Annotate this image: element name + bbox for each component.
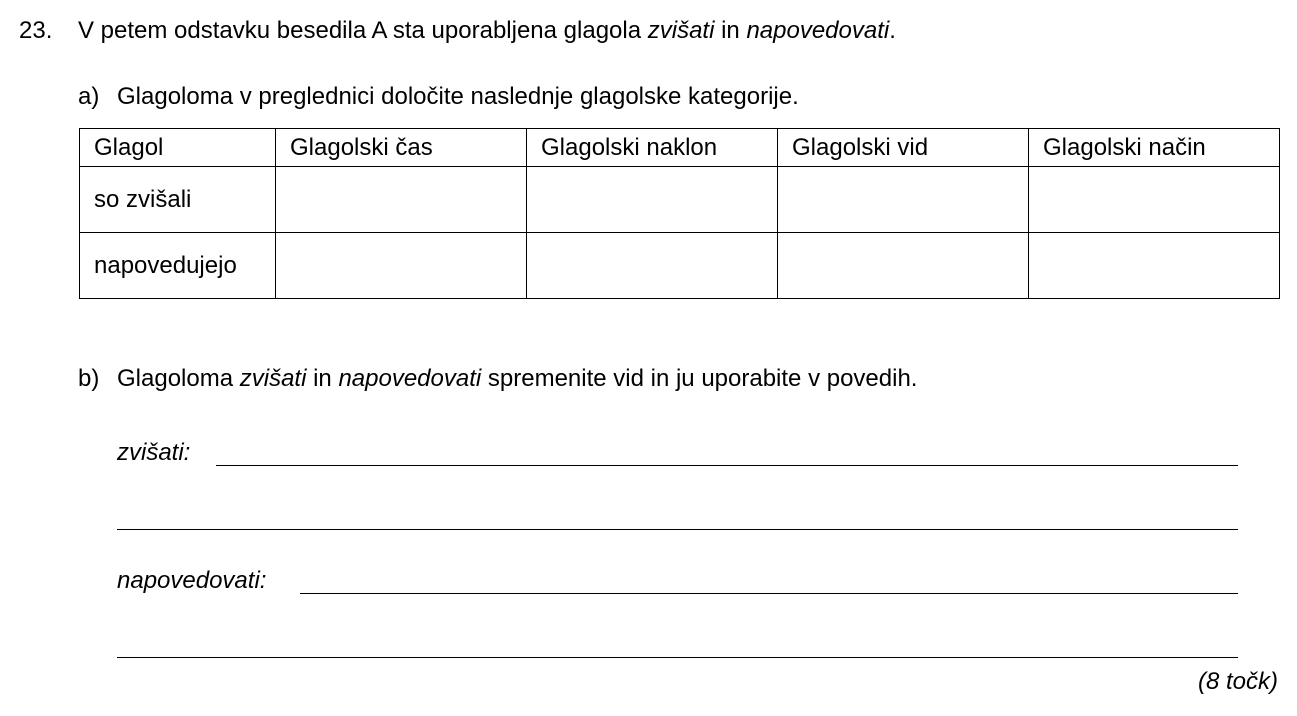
part-a-instruction bbox=[78, 85, 799, 109]
header-glagolski-naklon: Glagolski naklon bbox=[527, 129, 778, 167]
question-verb-1: zvišati bbox=[647, 17, 715, 44]
question-text bbox=[78, 19, 896, 43]
points-label: (8 točk) bbox=[1197, 668, 1278, 695]
answer-label-napovedovati: napovedovati: bbox=[117, 567, 267, 594]
answer-label-zvisati: zvišati: bbox=[117, 439, 191, 466]
answer-line-napovedovati[interactable] bbox=[300, 593, 1238, 594]
header-glagolski-nacin: Glagolski način bbox=[1029, 129, 1280, 167]
answer-line-zvisati-continued[interactable] bbox=[117, 529, 1238, 530]
verb-categories-table bbox=[79, 128, 1280, 299]
header-glagol: Glagol bbox=[80, 129, 276, 167]
part-b-instruction bbox=[78, 367, 917, 391]
table-row bbox=[80, 233, 1280, 299]
answer-cell-nacin[interactable] bbox=[1029, 167, 1280, 233]
question-text-after: . bbox=[889, 17, 896, 44]
row-verb-napovedujejo: napovedujejo bbox=[80, 233, 276, 299]
question-verb-2: napovedovati bbox=[746, 17, 890, 44]
part-a-label: a) bbox=[78, 83, 100, 110]
answer-cell-naklon[interactable] bbox=[527, 233, 778, 299]
part-a-text: Glagoloma v preglednici določite naslednje glagolske kategorije. bbox=[117, 83, 799, 110]
part-b-verb-1: zvišati bbox=[239, 365, 307, 392]
answer-cell-naklon[interactable] bbox=[527, 167, 778, 233]
answer-cell-nacin[interactable] bbox=[1029, 233, 1280, 299]
part-b-verb-2: napovedovati bbox=[338, 365, 482, 392]
answer-cell-cas[interactable] bbox=[276, 167, 527, 233]
answer-cell-vid[interactable] bbox=[778, 233, 1029, 299]
part-b-text-before: Glagoloma bbox=[117, 365, 240, 392]
part-b-text-after: spremenite vid in ju uporabite v povedih. bbox=[481, 365, 918, 392]
answer-line-napovedovati-continued[interactable] bbox=[117, 657, 1238, 658]
table-row bbox=[80, 167, 1280, 233]
header-glagolski-cas: Glagolski čas bbox=[276, 129, 527, 167]
part-b-label: b) bbox=[78, 365, 100, 392]
question-number: 23. bbox=[19, 17, 53, 44]
table-header-row bbox=[80, 129, 1280, 167]
part-b-text-middle: in bbox=[306, 365, 339, 392]
answer-line-zvisati[interactable] bbox=[216, 465, 1238, 466]
question-text-before: V petem odstavku besedila A sta uporabljena glagola bbox=[78, 17, 648, 44]
question-text-middle: in bbox=[714, 17, 747, 44]
answer-cell-vid[interactable] bbox=[778, 167, 1029, 233]
header-glagolski-vid: Glagolski vid bbox=[778, 129, 1029, 167]
answer-cell-cas[interactable] bbox=[276, 233, 527, 299]
row-verb-so-zvisali: so zvišali bbox=[80, 167, 276, 233]
